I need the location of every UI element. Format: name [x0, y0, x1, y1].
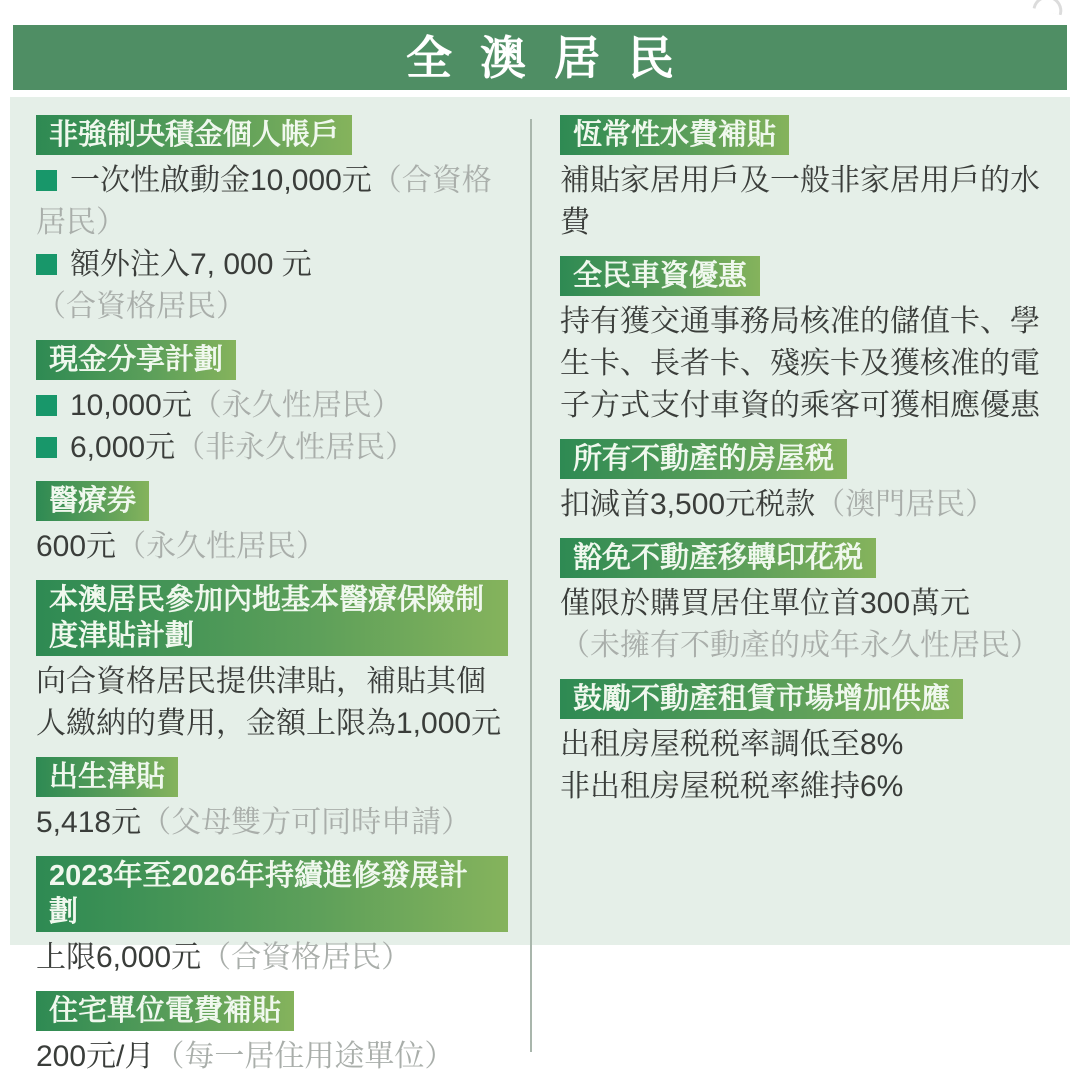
benefits-panel — [10, 97, 1070, 1073]
benefit-row — [36, 661, 508, 745]
benefit-text: 持有獲交通事務局核准的儲值卡、學生卡、長者卡、殘疾卡及獲核准的電子方式支付車資的乘客可獲相應優惠 — [560, 305, 1040, 422]
section-title-badge: 住宅單位電費補貼 — [36, 991, 294, 1031]
benefit-section — [560, 115, 1044, 244]
benefit-section — [36, 856, 508, 979]
benefit-row — [560, 301, 1044, 427]
benefit-section — [36, 115, 508, 328]
benefit-note: （未擁有不動產的成年永久性居民） — [560, 629, 1040, 662]
benefit-row — [36, 244, 508, 328]
benefit-text: 一次性啟動金10,000元 — [70, 164, 372, 197]
bullet-square-icon — [36, 437, 57, 458]
benefit-note: （合資格居民） — [36, 164, 492, 239]
benefit-row — [560, 484, 1044, 526]
benefit-note: （父母雙方可同時申請） — [141, 806, 472, 839]
benefit-section — [560, 538, 1044, 667]
benefit-row — [560, 583, 1044, 625]
benefit-note: （合資格居民） — [36, 290, 246, 323]
benefit-row — [560, 625, 1044, 667]
benefit-row — [560, 766, 1044, 808]
benefit-note: （永久性居民） — [116, 530, 327, 563]
section-title-badge: 所有不動產的房屋税 — [560, 439, 847, 479]
benefit-section — [560, 256, 1044, 427]
bullet-square-icon — [36, 170, 57, 191]
section-title-badge: 非強制央積金個人帳戶 — [36, 115, 352, 155]
page-title-banner — [13, 25, 1067, 90]
section-title-badge: 2023年至2026年持續進修發展計劃 — [36, 856, 508, 932]
benefit-text: 6,000元 — [70, 431, 176, 464]
section-title-badge: 全民車資優惠 — [560, 256, 760, 296]
benefit-note: （澳門居民） — [815, 488, 996, 521]
benefit-note: （合資格居民） — [201, 941, 412, 974]
benefit-row — [36, 937, 508, 979]
benefit-row — [560, 160, 1044, 244]
corner-mark — [1033, 0, 1066, 15]
section-title-badge: 恆常性水費補貼 — [560, 115, 789, 155]
benefit-text: 補貼家居用戶及一般非家居用戶的水費 — [560, 164, 1040, 239]
benefit-text: 扣減首3,500元税款 — [560, 488, 816, 521]
benefit-row — [36, 802, 508, 844]
benefit-text: 僅限於購買居住單位首300萬元 — [560, 587, 971, 620]
section-title-badge: 出生津貼 — [36, 757, 178, 797]
benefit-section — [36, 340, 508, 469]
benefit-text: 200元/月 — [36, 1040, 155, 1073]
benefit-text: 5,418元 — [36, 806, 142, 839]
benefit-row — [36, 526, 508, 568]
benefit-row — [36, 160, 508, 244]
benefit-section — [36, 757, 508, 844]
column-right — [532, 115, 1044, 1090]
benefit-text: 600元 — [36, 530, 117, 563]
benefit-section — [36, 580, 508, 745]
bullet-square-icon — [36, 254, 57, 275]
benefit-note: （永久性居民） — [191, 389, 402, 422]
page-title: 全澳居民 — [406, 31, 702, 84]
benefit-note: （每一居住用途單位） — [154, 1040, 455, 1073]
benefit-section — [36, 991, 508, 1078]
benefit-text: 非出租房屋税税率維持6% — [560, 770, 904, 803]
benefit-row — [36, 427, 508, 469]
section-title-badge: 鼓勵不動產租賃市場增加供應 — [560, 679, 963, 719]
benefit-note: （非永久性居民） — [175, 431, 416, 464]
benefit-row — [36, 385, 508, 427]
benefit-section — [560, 439, 1044, 526]
section-title-badge: 現金分享計劃 — [36, 340, 236, 380]
benefit-row — [36, 1036, 508, 1078]
section-title-badge: 豁免不動產移轉印花税 — [560, 538, 876, 578]
benefit-row — [560, 724, 1044, 766]
benefit-text: 上限6,000元 — [36, 941, 202, 974]
benefit-section — [560, 679, 1044, 808]
benefit-text: 出租房屋税税率調低至8% — [560, 728, 904, 761]
benefit-section — [36, 481, 508, 568]
section-title-badge: 醫療券 — [36, 481, 149, 521]
section-title-badge: 本澳居民參加內地基本醫療保險制度津貼計劃 — [36, 580, 508, 656]
benefit-text: 額外注入7, 000 元 — [70, 248, 312, 281]
benefit-text: 向合資格居民提供津貼，補貼其個人繳納的費用，金額上限為1,000元 — [36, 665, 502, 740]
benefit-text: 10,000元 — [70, 389, 192, 422]
column-left — [36, 115, 530, 1090]
bullet-square-icon — [36, 395, 57, 416]
